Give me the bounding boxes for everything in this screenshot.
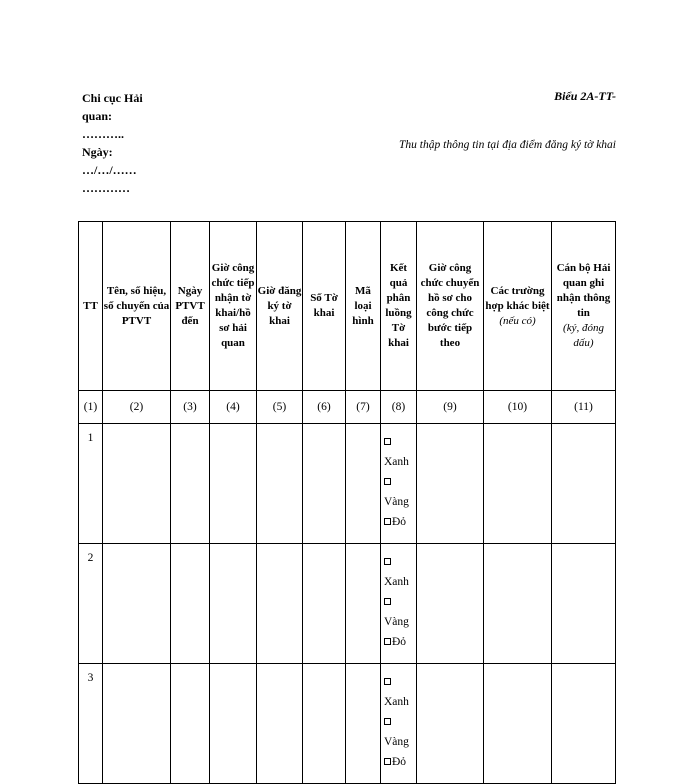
empty-cell[interactable] — [257, 664, 303, 784]
agency-date-block — [82, 89, 192, 197]
checkbox-wrap — [384, 432, 416, 452]
column-number: (2) — [103, 391, 171, 424]
form-code: Biểu 2A-TT- — [554, 89, 616, 103]
empty-cell[interactable] — [417, 664, 484, 784]
checkbox-wrap — [384, 512, 416, 532]
checkbox-yellow[interactable] — [384, 478, 391, 485]
empty-cell[interactable] — [552, 664, 616, 784]
empty-cell[interactable] — [257, 544, 303, 664]
agency-line2: quan: — [82, 109, 113, 123]
table-row — [79, 544, 616, 664]
empty-cell[interactable] — [103, 664, 171, 784]
checkbox-yellow[interactable] — [384, 598, 391, 605]
agency-dots: ……….. — [82, 127, 124, 141]
column-header-label: Kết quả phân luồng Tờ khai — [385, 262, 412, 349]
column-header-label: Mã loại hình — [352, 284, 374, 327]
lane-option-label: Xanh — [384, 576, 409, 588]
column-header — [103, 222, 171, 391]
row-number: 2 — [79, 544, 103, 664]
lane-option-label: Vàng — [384, 616, 409, 628]
column-header — [484, 222, 552, 391]
lane-option-label: Vàng — [384, 736, 409, 748]
empty-cell[interactable] — [303, 544, 346, 664]
lane-option-label: Đỏ — [392, 516, 407, 528]
lane-option-label: Đỏ — [392, 636, 407, 648]
column-header-label: Giờ công chức tiếp nhận tờ khai/hồ sơ hải quan — [211, 262, 255, 349]
column-number-row — [79, 391, 616, 424]
form-subtitle: Thu thập thông tin tại địa điểm đăng ký tờ khai — [399, 139, 616, 151]
empty-cell[interactable] — [484, 424, 552, 544]
column-header — [381, 222, 417, 391]
empty-cell[interactable] — [552, 544, 616, 664]
empty-cell[interactable] — [103, 544, 171, 664]
empty-cell[interactable] — [484, 544, 552, 664]
column-header — [210, 222, 257, 391]
checkbox-green[interactable] — [384, 678, 391, 685]
lane-result-cell — [381, 424, 417, 544]
header-row — [79, 222, 616, 391]
checkbox-wrap — [384, 712, 416, 732]
column-number: (8) — [381, 391, 417, 424]
lane-result-cell — [381, 664, 417, 784]
lane-option-label: Đỏ — [392, 756, 407, 768]
column-header — [303, 222, 346, 391]
checkbox-yellow[interactable] — [384, 718, 391, 725]
column-header-label: Số Tờ khai — [310, 292, 338, 319]
empty-cell[interactable] — [417, 424, 484, 544]
empty-cell[interactable] — [552, 424, 616, 544]
column-header-label: Giờ công chức chuyển hồ sơ cho công chức bước tiếp theo — [420, 262, 480, 349]
checkbox-wrap — [384, 632, 416, 652]
table-row — [79, 424, 616, 544]
empty-cell[interactable] — [346, 664, 381, 784]
column-number: (1) — [79, 391, 103, 424]
empty-cell[interactable] — [171, 664, 210, 784]
column-header — [79, 222, 103, 391]
date-dots: ………… — [82, 181, 130, 195]
row-number: 3 — [79, 664, 103, 784]
checkbox-wrap — [384, 752, 416, 772]
empty-cell[interactable] — [103, 424, 171, 544]
column-header — [346, 222, 381, 391]
date-label: Ngày: — [82, 145, 113, 159]
empty-cell[interactable] — [417, 544, 484, 664]
empty-cell[interactable] — [346, 424, 381, 544]
column-number: (3) — [171, 391, 210, 424]
column-header-label: Giờ đăng ký tờ khai — [257, 284, 302, 327]
column-number: (4) — [210, 391, 257, 424]
lane-option-label: Xanh — [384, 456, 409, 468]
column-header — [171, 222, 210, 391]
empty-cell[interactable] — [210, 544, 257, 664]
column-header — [257, 222, 303, 391]
table-row — [79, 664, 616, 784]
checkbox-red[interactable] — [384, 758, 391, 765]
lane-option-label: Vàng — [384, 496, 409, 508]
checkbox-wrap — [384, 592, 416, 612]
empty-cell[interactable] — [210, 664, 257, 784]
column-number: (11) — [552, 391, 616, 424]
row-number: 1 — [79, 424, 103, 544]
empty-cell[interactable] — [171, 544, 210, 664]
column-header — [552, 222, 616, 391]
column-header-label: TT — [83, 299, 98, 312]
column-header-label: Cán bộ Hải quan ghi nhận thông tin — [556, 262, 611, 319]
empty-cell[interactable] — [171, 424, 210, 544]
empty-cell[interactable] — [346, 544, 381, 664]
date-value: …/…/…… — [82, 163, 137, 177]
checkbox-green[interactable] — [384, 438, 391, 445]
column-header-label: Các trường hợp khác biệt — [485, 284, 550, 312]
checkbox-wrap — [384, 672, 416, 692]
column-header — [417, 222, 484, 391]
checkbox-wrap — [384, 552, 416, 572]
agency-line1: Chi cục Hải — [82, 91, 143, 105]
lane-result-cell — [381, 544, 417, 664]
column-header-note: (ký, đóng dấu) — [563, 322, 604, 349]
checkbox-green[interactable] — [384, 558, 391, 565]
checkbox-red[interactable] — [384, 638, 391, 645]
column-number: (6) — [303, 391, 346, 424]
checkbox-red[interactable] — [384, 518, 391, 525]
column-number: (10) — [484, 391, 552, 424]
empty-cell[interactable] — [257, 424, 303, 544]
column-number: (9) — [417, 391, 484, 424]
lane-option-label: Xanh — [384, 696, 409, 708]
empty-cell[interactable] — [303, 664, 346, 784]
checkbox-wrap — [384, 472, 416, 492]
column-number: (5) — [257, 391, 303, 424]
empty-cell[interactable] — [484, 664, 552, 784]
column-header-label: Ngày PTVT đến — [175, 284, 205, 327]
column-number: (7) — [346, 391, 381, 424]
column-header-note: (nếu có) — [499, 314, 536, 327]
empty-cell[interactable] — [303, 424, 346, 544]
empty-cell[interactable] — [210, 424, 257, 544]
column-header-label: Tên, số hiệu, số chuyến của PTVT — [103, 284, 170, 327]
